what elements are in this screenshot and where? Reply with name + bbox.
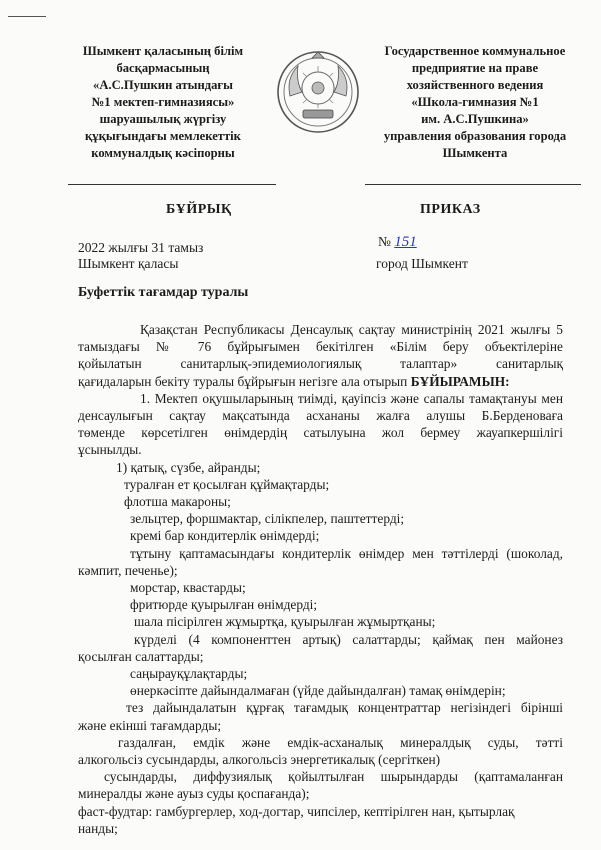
header-left-line: шаруашылық жүргізу — [99, 112, 227, 126]
preamble-line: тамыздағы № 76 бұйрығымен бекітілген «Білім беру объектілеріне — [78, 339, 563, 355]
doc-title-ru: ПРИКАЗ — [420, 202, 481, 217]
header-divider-right — [365, 184, 581, 185]
list-item: кремі бар кондитерлік өнімдерді; — [130, 528, 320, 544]
list-item: флотша макароны; — [124, 494, 231, 510]
header-divider-left — [68, 184, 276, 185]
header-right-line: Шымкента — [442, 146, 508, 160]
number-value: 151 — [394, 234, 417, 250]
header-left-line: Шымкент қаласының білім — [82, 44, 244, 58]
header-left-line: құқығындағы мемлекеттік — [85, 129, 241, 143]
clause-line: 1. Мектеп оқушыларының тиімді, қауіпсіз және сапалы тамақтануы мен — [140, 390, 563, 406]
clause-line: денсаулығын сақтау мақсатында асхананы жалға алушы Б.Берденоваға — [78, 408, 563, 424]
doc-title-kz: БҰЙРЫҚ — [166, 202, 232, 217]
list-item: тез дайындалатын құрғақ тағамдық концентраттар негізіндегі бірінші — [126, 700, 563, 716]
list-item: күрделі (4 компоненттен артық) салаттарды; қаймақ пен майонез — [134, 631, 563, 647]
header-right-line: им. А.С.Пушкина» — [421, 112, 529, 126]
order-subject: Буфеттік тағамдар туралы — [78, 285, 249, 300]
date-kz: 2022 жылғы 31 тамыз — [78, 240, 204, 255]
preamble-line: Қазақстан Республикасы Денсаулық сақтау министрінің 2021 жылғы 5 — [140, 322, 563, 337]
preamble-line: қойылатын санитарлық-эпидемиологиялық талаптар» санитарлық — [78, 356, 563, 372]
clause-line: ұсынылды. — [78, 442, 142, 458]
list-item: саңырауқұлақтарды; — [130, 666, 248, 682]
header-right-line: предприятие на праве — [411, 61, 539, 75]
clause-line: төменде көрсетілген өнімдердің сатылуына жол бермеу жауапкершілігі — [78, 425, 563, 441]
kazakhstan-emblem-icon — [276, 50, 360, 134]
city-ru: город Шымкент — [376, 256, 468, 271]
city-kz: Шымкент қаласы — [78, 256, 179, 271]
preamble-last-line — [78, 373, 563, 390]
header-left-line: басқармасының — [116, 61, 210, 75]
list-item: морстар, квастарды; — [130, 580, 246, 596]
list-item: шала пісірілген жұмыртқа, қуырылған жұмыртқаны; — [134, 614, 436, 630]
header-left-line: коммуналдық кәсіпорны — [91, 146, 235, 160]
list-item: кәмпит, печенье); — [78, 562, 178, 578]
order-body — [78, 321, 563, 837]
list-item: нанды; — [78, 820, 118, 836]
list-item: 1) қатық, сүзбе, айранды; — [116, 459, 261, 475]
header-right-line: управления образования города — [383, 129, 567, 143]
header-right-russian — [358, 43, 592, 162]
order-word: БҰЙЫРАМЫН: — [410, 373, 510, 389]
header-left-line: №1 мектеп-гимназиясы» — [91, 95, 235, 109]
header-right-line: «Школа-гимназия №1 — [411, 95, 539, 109]
header-left-kazakh — [52, 43, 274, 162]
list-item: туралған ет қосылған құймақтарды; — [124, 476, 330, 492]
preamble-line: қағидаларын бекіту туралы бұйрығын негізге ала отырып — [78, 373, 408, 389]
list-item: фритюрде қуырылған өнімдерді; — [130, 597, 318, 613]
list-item: сусындарды, диффузиялық қойылтылған шырындарды (қаптамаланған — [104, 769, 563, 785]
header-left-line: «А.С.Пушкин атындағы — [93, 78, 233, 92]
list-item: газдалған, емдік және емдік-асханалық минералдық суды, тәтті — [118, 734, 563, 750]
scan-artifact-line — [8, 16, 46, 17]
list-item: қосылған салаттарды; — [78, 648, 204, 664]
number-prefix: № — [378, 234, 391, 249]
list-item: және екінші тағамдарды; — [78, 717, 222, 733]
list-item: зельцтер, форшмактар, сілікпелер, паштеттерді; — [130, 511, 405, 527]
header-right-line: хозяйственного ведения — [406, 78, 544, 92]
list-item: фаст-фудтар: гамбургерлер, ход-догтар, чипсілер, кептірілген нан, қытырлақ — [78, 803, 515, 819]
order-number — [378, 234, 417, 251]
list-item: алкогольсіз сусындарды, алкогольсіз энергетикалық (сергіткен) — [78, 752, 441, 768]
list-item: тұтыну қаптамасындағы кондитерлік өнімдер мен тәттілерді (шоколад, — [130, 545, 563, 561]
list-item: өнеркәсіпте дайындалмаған (үйде дайындалған) тамақ өнімдерін; — [130, 683, 506, 699]
header-right-line: Государственное коммунальное — [384, 44, 566, 58]
list-item: минералды және ауыз суды қоспағанда); — [78, 786, 310, 802]
